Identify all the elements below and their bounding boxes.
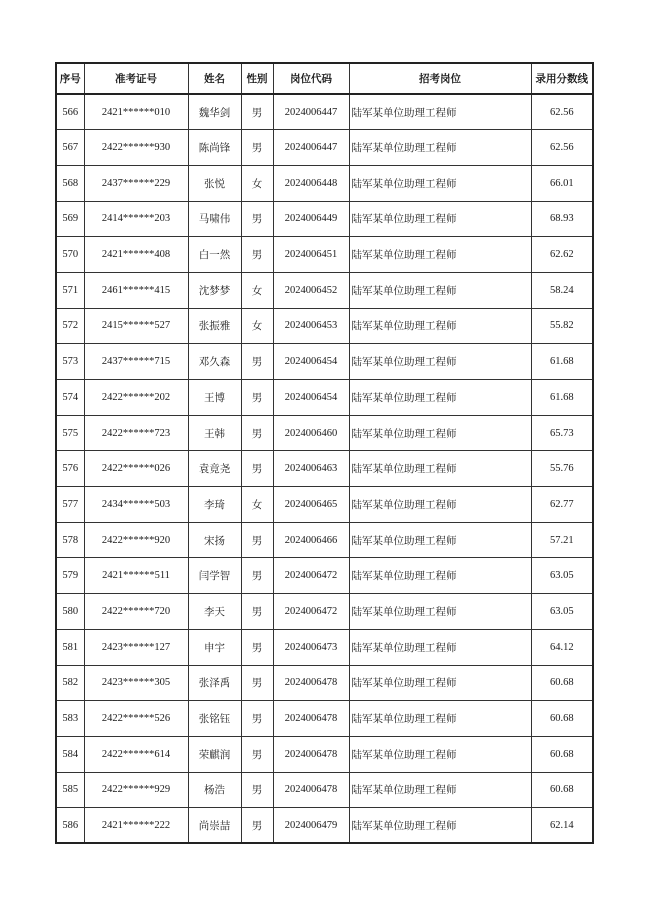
cell-position-code: 2024006465 bbox=[273, 487, 349, 523]
cell-gender: 男 bbox=[241, 629, 273, 665]
header-index: 序号 bbox=[56, 63, 84, 94]
table-row bbox=[56, 558, 593, 594]
table-row bbox=[56, 665, 593, 701]
cell-index: 568 bbox=[56, 165, 84, 201]
cell-ticket-number: 2422******614 bbox=[84, 736, 188, 772]
cell-position-code: 2024006447 bbox=[273, 130, 349, 166]
cell-index: 575 bbox=[56, 415, 84, 451]
cell-position-title: 陆军某单位助理工程师 bbox=[349, 487, 531, 523]
admission-score-table bbox=[55, 62, 594, 844]
cell-position-code: 2024006473 bbox=[273, 629, 349, 665]
cell-name: 马啸伟 bbox=[188, 201, 241, 237]
cell-index: 585 bbox=[56, 772, 84, 808]
cell-name: 魏华剑 bbox=[188, 94, 241, 130]
cell-position-code: 2024006447 bbox=[273, 94, 349, 130]
cell-score-line: 57.21 bbox=[531, 522, 593, 558]
cell-ticket-number: 2423******127 bbox=[84, 629, 188, 665]
cell-score-line: 60.68 bbox=[531, 665, 593, 701]
cell-ticket-number: 2437******229 bbox=[84, 165, 188, 201]
cell-ticket-number: 2422******930 bbox=[84, 130, 188, 166]
cell-index: 567 bbox=[56, 130, 84, 166]
header-name: 姓名 bbox=[188, 63, 241, 94]
cell-index: 580 bbox=[56, 594, 84, 630]
table-row bbox=[56, 308, 593, 344]
cell-score-line: 61.68 bbox=[531, 344, 593, 380]
cell-gender: 男 bbox=[241, 736, 273, 772]
cell-position-code: 2024006460 bbox=[273, 415, 349, 451]
cell-position-code: 2024006449 bbox=[273, 201, 349, 237]
cell-score-line: 62.14 bbox=[531, 808, 593, 844]
cell-position-title: 陆军某单位助理工程师 bbox=[349, 130, 531, 166]
cell-position-code: 2024006454 bbox=[273, 380, 349, 416]
cell-gender: 女 bbox=[241, 165, 273, 201]
cell-gender: 女 bbox=[241, 308, 273, 344]
cell-name: 李琦 bbox=[188, 487, 241, 523]
cell-gender: 男 bbox=[241, 130, 273, 166]
cell-name: 宋扬 bbox=[188, 522, 241, 558]
cell-index: 574 bbox=[56, 380, 84, 416]
cell-position-title: 陆军某单位助理工程师 bbox=[349, 701, 531, 737]
cell-position-title: 陆军某单位助理工程师 bbox=[349, 201, 531, 237]
cell-score-line: 60.68 bbox=[531, 736, 593, 772]
cell-index: 573 bbox=[56, 344, 84, 380]
cell-position-title: 陆军某单位助理工程师 bbox=[349, 165, 531, 201]
cell-score-line: 62.62 bbox=[531, 237, 593, 273]
cell-index: 586 bbox=[56, 808, 84, 844]
cell-ticket-number: 2423******305 bbox=[84, 665, 188, 701]
cell-gender: 男 bbox=[241, 380, 273, 416]
cell-ticket-number: 2414******203 bbox=[84, 201, 188, 237]
cell-name: 闫学智 bbox=[188, 558, 241, 594]
table-row bbox=[56, 522, 593, 558]
cell-position-title: 陆军某单位助理工程师 bbox=[349, 380, 531, 416]
cell-gender: 男 bbox=[241, 522, 273, 558]
table-row bbox=[56, 201, 593, 237]
cell-name: 沈梦梦 bbox=[188, 272, 241, 308]
cell-gender: 女 bbox=[241, 272, 273, 308]
cell-position-code: 2024006452 bbox=[273, 272, 349, 308]
cell-score-line: 61.68 bbox=[531, 380, 593, 416]
cell-position-title: 陆军某单位助理工程师 bbox=[349, 558, 531, 594]
table-row bbox=[56, 772, 593, 808]
cell-score-line: 65.73 bbox=[531, 415, 593, 451]
cell-gender: 男 bbox=[241, 808, 273, 844]
cell-name: 杨浩 bbox=[188, 772, 241, 808]
cell-gender: 男 bbox=[241, 594, 273, 630]
table-row bbox=[56, 94, 593, 130]
cell-position-title: 陆军某单位助理工程师 bbox=[349, 594, 531, 630]
cell-score-line: 55.82 bbox=[531, 308, 593, 344]
cell-score-line: 60.68 bbox=[531, 701, 593, 737]
cell-position-title: 陆军某单位助理工程师 bbox=[349, 308, 531, 344]
cell-gender: 女 bbox=[241, 487, 273, 523]
cell-score-line: 63.05 bbox=[531, 594, 593, 630]
cell-ticket-number: 2434******503 bbox=[84, 487, 188, 523]
cell-position-code: 2024006448 bbox=[273, 165, 349, 201]
cell-position-title: 陆军某单位助理工程师 bbox=[349, 272, 531, 308]
cell-position-title: 陆军某单位助理工程师 bbox=[349, 344, 531, 380]
cell-gender: 男 bbox=[241, 344, 273, 380]
cell-index: 566 bbox=[56, 94, 84, 130]
cell-index: 579 bbox=[56, 558, 84, 594]
cell-index: 572 bbox=[56, 308, 84, 344]
table-row bbox=[56, 130, 593, 166]
cell-gender: 男 bbox=[241, 665, 273, 701]
cell-position-code: 2024006454 bbox=[273, 344, 349, 380]
cell-index: 570 bbox=[56, 237, 84, 273]
cell-index: 571 bbox=[56, 272, 84, 308]
cell-ticket-number: 2422******026 bbox=[84, 451, 188, 487]
cell-gender: 男 bbox=[241, 415, 273, 451]
cell-position-title: 陆军某单位助理工程师 bbox=[349, 522, 531, 558]
cell-position-title: 陆军某单位助理工程师 bbox=[349, 415, 531, 451]
cell-name: 李天 bbox=[188, 594, 241, 630]
cell-position-code: 2024006478 bbox=[273, 665, 349, 701]
cell-score-line: 62.56 bbox=[531, 130, 593, 166]
table-row bbox=[56, 487, 593, 523]
cell-position-title: 陆军某单位助理工程师 bbox=[349, 772, 531, 808]
cell-gender: 男 bbox=[241, 558, 273, 594]
table-header-row bbox=[56, 63, 593, 94]
cell-score-line: 60.68 bbox=[531, 772, 593, 808]
cell-ticket-number: 2461******415 bbox=[84, 272, 188, 308]
cell-gender: 男 bbox=[241, 451, 273, 487]
cell-gender: 男 bbox=[241, 701, 273, 737]
cell-score-line: 62.77 bbox=[531, 487, 593, 523]
cell-ticket-number: 2422******723 bbox=[84, 415, 188, 451]
cell-position-code: 2024006451 bbox=[273, 237, 349, 273]
cell-ticket-number: 2437******715 bbox=[84, 344, 188, 380]
table-row bbox=[56, 165, 593, 201]
table-row bbox=[56, 451, 593, 487]
cell-position-code: 2024006479 bbox=[273, 808, 349, 844]
cell-name: 王韩 bbox=[188, 415, 241, 451]
table-row bbox=[56, 594, 593, 630]
cell-index: 583 bbox=[56, 701, 84, 737]
cell-ticket-number: 2421******222 bbox=[84, 808, 188, 844]
cell-score-line: 55.76 bbox=[531, 451, 593, 487]
cell-score-line: 63.05 bbox=[531, 558, 593, 594]
cell-index: 582 bbox=[56, 665, 84, 701]
cell-ticket-number: 2422******720 bbox=[84, 594, 188, 630]
cell-score-line: 68.93 bbox=[531, 201, 593, 237]
cell-index: 578 bbox=[56, 522, 84, 558]
cell-ticket-number: 2415******527 bbox=[84, 308, 188, 344]
cell-name: 王博 bbox=[188, 380, 241, 416]
cell-name: 陈尚锋 bbox=[188, 130, 241, 166]
cell-position-title: 陆军某单位助理工程师 bbox=[349, 665, 531, 701]
cell-name: 张振雅 bbox=[188, 308, 241, 344]
cell-name: 荣麒润 bbox=[188, 736, 241, 772]
cell-ticket-number: 2422******920 bbox=[84, 522, 188, 558]
cell-ticket-number: 2421******511 bbox=[84, 558, 188, 594]
cell-ticket-number: 2421******408 bbox=[84, 237, 188, 273]
cell-score-line: 58.24 bbox=[531, 272, 593, 308]
table-row bbox=[56, 344, 593, 380]
cell-gender: 男 bbox=[241, 237, 273, 273]
cell-gender: 男 bbox=[241, 94, 273, 130]
table-row bbox=[56, 272, 593, 308]
cell-ticket-number: 2421******010 bbox=[84, 94, 188, 130]
cell-ticket-number: 2422******526 bbox=[84, 701, 188, 737]
cell-position-code: 2024006463 bbox=[273, 451, 349, 487]
cell-position-title: 陆军某单位助理工程师 bbox=[349, 808, 531, 844]
cell-index: 576 bbox=[56, 451, 84, 487]
cell-name: 张泽禹 bbox=[188, 665, 241, 701]
table-row bbox=[56, 701, 593, 737]
cell-score-line: 66.01 bbox=[531, 165, 593, 201]
cell-gender: 男 bbox=[241, 772, 273, 808]
cell-position-code: 2024006453 bbox=[273, 308, 349, 344]
cell-gender: 男 bbox=[241, 201, 273, 237]
table-row bbox=[56, 237, 593, 273]
cell-position-title: 陆军某单位助理工程师 bbox=[349, 629, 531, 665]
cell-position-code: 2024006472 bbox=[273, 558, 349, 594]
cell-index: 577 bbox=[56, 487, 84, 523]
table-row bbox=[56, 736, 593, 772]
cell-name: 张悦 bbox=[188, 165, 241, 201]
cell-position-title: 陆军某单位助理工程师 bbox=[349, 237, 531, 273]
cell-score-line: 62.56 bbox=[531, 94, 593, 130]
cell-name: 袁竟尧 bbox=[188, 451, 241, 487]
cell-position-title: 陆军某单位助理工程师 bbox=[349, 94, 531, 130]
cell-ticket-number: 2422******202 bbox=[84, 380, 188, 416]
header-gender: 性别 bbox=[241, 63, 273, 94]
table-row bbox=[56, 808, 593, 844]
cell-score-line: 64.12 bbox=[531, 629, 593, 665]
cell-index: 581 bbox=[56, 629, 84, 665]
table-row bbox=[56, 380, 593, 416]
cell-name: 张铭钰 bbox=[188, 701, 241, 737]
cell-position-title: 陆军某单位助理工程师 bbox=[349, 451, 531, 487]
cell-name: 尚崇喆 bbox=[188, 808, 241, 844]
cell-name: 邓久森 bbox=[188, 344, 241, 380]
cell-position-code: 2024006478 bbox=[273, 736, 349, 772]
cell-position-code: 2024006478 bbox=[273, 772, 349, 808]
header-position-title: 招考岗位 bbox=[349, 63, 531, 94]
cell-position-code: 2024006478 bbox=[273, 701, 349, 737]
cell-position-code: 2024006472 bbox=[273, 594, 349, 630]
header-score-line: 录用分数线 bbox=[531, 63, 593, 94]
table-row bbox=[56, 629, 593, 665]
table-row bbox=[56, 415, 593, 451]
cell-position-code: 2024006466 bbox=[273, 522, 349, 558]
header-ticket-number: 准考证号 bbox=[84, 63, 188, 94]
cell-ticket-number: 2422******929 bbox=[84, 772, 188, 808]
cell-position-title: 陆军某单位助理工程师 bbox=[349, 736, 531, 772]
cell-name: 白一然 bbox=[188, 237, 241, 273]
cell-index: 584 bbox=[56, 736, 84, 772]
cell-name: 申宇 bbox=[188, 629, 241, 665]
cell-index: 569 bbox=[56, 201, 84, 237]
header-position-code: 岗位代码 bbox=[273, 63, 349, 94]
